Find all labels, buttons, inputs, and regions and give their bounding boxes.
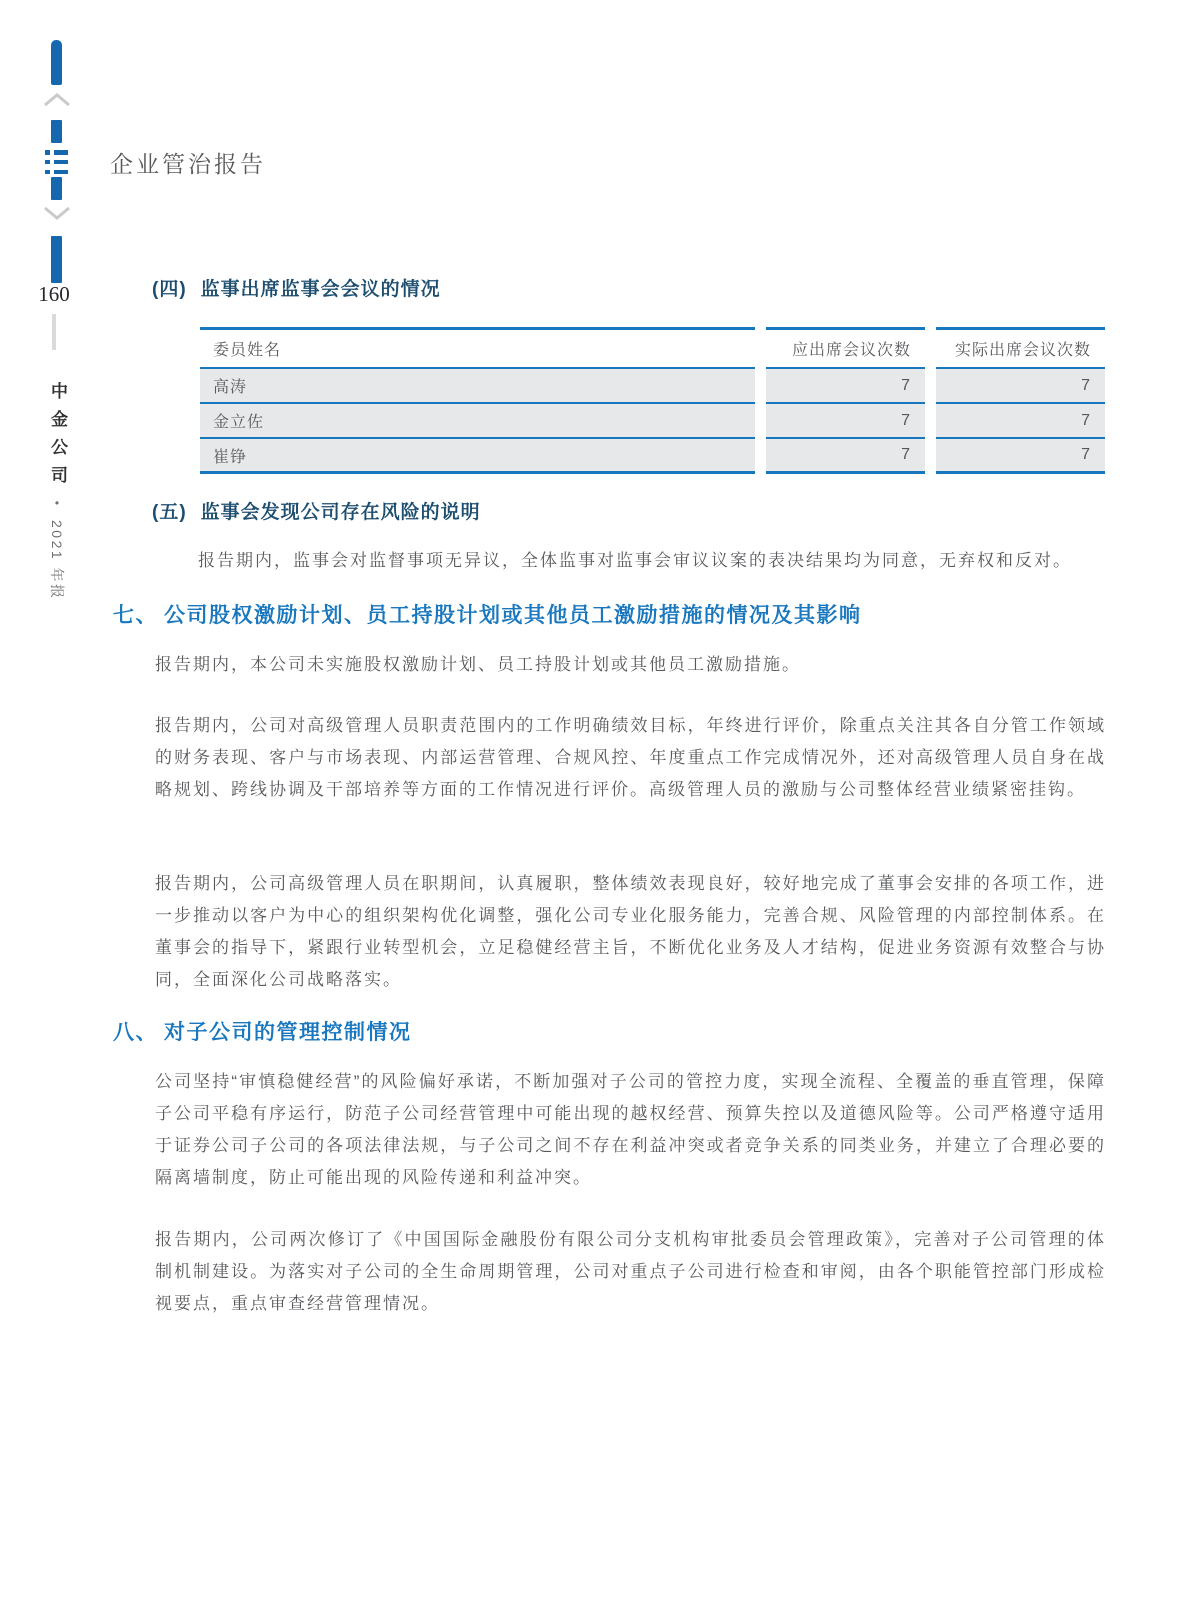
table-header-cell: 应出席会议次数 bbox=[766, 327, 925, 369]
section-7-heading bbox=[113, 599, 862, 629]
subsection-number: (四) bbox=[152, 279, 187, 300]
decorative-bar bbox=[51, 120, 62, 143]
table-cell-actual: 7 bbox=[936, 439, 1105, 474]
paragraph: 报告期内，公司对高级管理人员职责范围内的工作明确绩效目标，年终进行评价，除重点关注其各自分管工作领域的财务表现、客户与市场表现、内部运营管理、合规风控、年度重点工作完成情况外，还对高级管理人员自身在战略规划、跨线协调及干部培养等方面的工作情况进行评价。高级管理人员的激励与公司整体经营业绩紧密挂钩。 bbox=[155, 716, 1106, 799]
section-8-heading bbox=[113, 1016, 412, 1046]
paragraph: 报告期内，监事会对监督事项无异议，全体监事对监事会审议议案的表决结果均为同意，无弃权和反对。 bbox=[198, 551, 1072, 570]
section-title: 对子公司的管理控制情况 bbox=[164, 1021, 412, 1044]
report-edition: 2021 年报 bbox=[49, 520, 65, 601]
table-cell-name: 金立佐 bbox=[200, 404, 755, 439]
section-number: 八、 bbox=[113, 1021, 158, 1044]
table-header-cell: 实际出席会议次数 bbox=[936, 327, 1105, 369]
paragraph: 报告期内，本公司未实施股权激励计划、员工持股计划或其他员工激励措施。 bbox=[155, 655, 801, 674]
table-cell-name: 崔铮 bbox=[200, 439, 755, 474]
list-icon bbox=[45, 150, 68, 174]
chevron-up-icon bbox=[43, 92, 71, 108]
subsection-4-heading bbox=[152, 274, 441, 301]
brand-separator-dot: • bbox=[50, 496, 64, 520]
paragraph: 公司坚持“审慎稳健经营”的风险偏好承诺，不断加强对子公司的管控力度，实现全流程、全覆盖的垂直管理，保障子公司平稳有序运行，防范子公司经营管理中可能出现的越权经营、预算失控以及道德风险等。公司严格遵守适用于证券公司子公司的各项法律法规，与子公司之间不存在利益冲突或者竞争关系的同类业务，并建立了合理必要的隔离墙制度，防止可能出现的风险传递和利益冲突。 bbox=[155, 1072, 1106, 1187]
table-cell-required: 7 bbox=[766, 369, 925, 404]
supervisor-attendance-table bbox=[200, 327, 1105, 474]
section-number: 七、 bbox=[113, 604, 158, 627]
subsection-number: (五) bbox=[152, 502, 187, 523]
table-cell-required: 7 bbox=[766, 439, 925, 474]
table-cell-actual: 7 bbox=[936, 369, 1105, 404]
section-title: 公司股权激励计划、员工持股计划或其他员工激励措施的情况及其影响 bbox=[164, 604, 862, 627]
chevron-down-icon bbox=[43, 205, 71, 221]
page-number-tick bbox=[52, 314, 56, 350]
decorative-bar bbox=[51, 177, 62, 200]
subsection-title: 监事出席监事会会议的情况 bbox=[200, 279, 441, 300]
paragraph: 报告期内，公司两次修订了《中国国际金融股份有限公司分支机构审批委员会管理政策》，完善对子公司管理的体制机制建设。为落实对子公司的全生命周期管理，公司对重点子公司进行检查和审阅，由各个职能管控部门形成检视要点，重点审查经营管理情况。 bbox=[155, 1230, 1106, 1313]
table-cell-required: 7 bbox=[766, 404, 925, 439]
vertical-brand-text bbox=[44, 382, 70, 601]
subsection-title: 监事会发现公司存在风险的说明 bbox=[200, 502, 481, 523]
table-cell-name: 高涛 bbox=[200, 369, 755, 404]
table-header-cell: 委员姓名 bbox=[200, 327, 755, 369]
subsection-5-heading bbox=[152, 497, 481, 524]
page-number: 160 bbox=[38, 282, 70, 306]
brand-name: 中金公司 bbox=[48, 382, 67, 494]
paragraph: 报告期内，公司高级管理人员在职期间，认真履职，整体绩效表现良好，较好地完成了董事会安排的各项工作，进一步推动以客户为中心的组织架构优化调整，强化公司专业化服务能力，完善合规、风险管理的内部控制体系。在董事会的指导下，紧跟行业转型机会，立足稳健经营主旨，不断优化业务及人才结构，促进业务资源有效整合与协同，全面深化公司战略落实。 bbox=[155, 874, 1106, 989]
decorative-bar bbox=[51, 236, 62, 283]
decorative-bar bbox=[51, 40, 62, 85]
table-cell-actual: 7 bbox=[936, 404, 1105, 439]
chapter-title: 企业管治报告 bbox=[110, 152, 266, 177]
